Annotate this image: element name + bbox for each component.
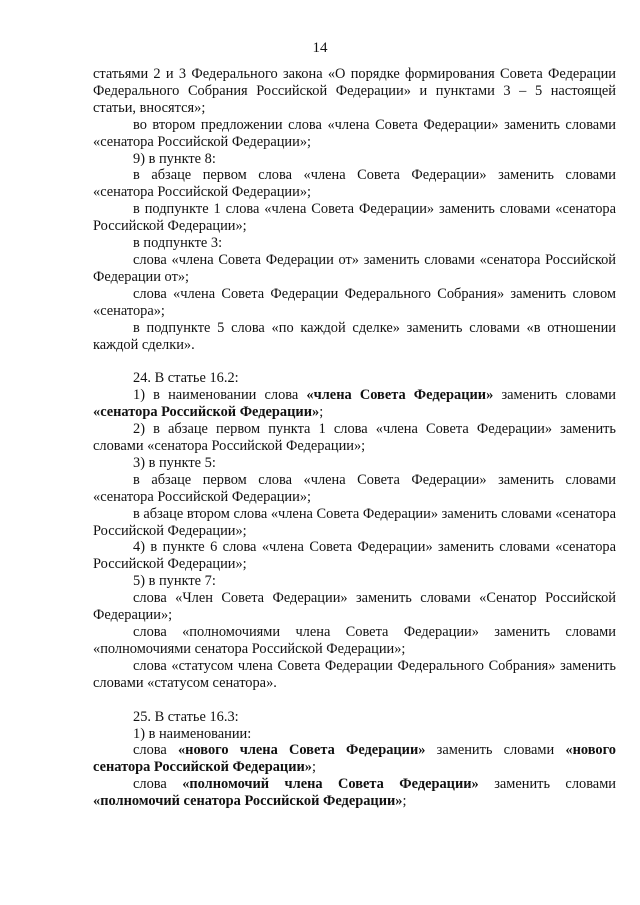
document-body	[93, 66, 616, 810]
paragraph: в абзаце втором слова «члена Совета Федерации» заменить словами «сенатора Российской Федерации»;	[93, 505, 616, 539]
bold-run: «нового члена Совета Федерации»	[177, 742, 426, 759]
bold-run: «сенатора Российской Федерации»	[93, 404, 320, 421]
bold-run: «полномочий сенатора Российской Федерации»	[93, 793, 403, 810]
text-run: ;	[312, 759, 316, 776]
paragraph: в подпункте 1 слова «члена Совета Федерации» заменить словами «сенатора Российской Федерации»;	[93, 201, 616, 235]
paragraph: 3) в пункте 5:	[133, 454, 216, 471]
section-heading: 25. В статье 16.3:	[133, 708, 239, 725]
text-run: слова	[133, 742, 178, 759]
text-run: заменить словами	[493, 387, 616, 404]
bold-run: «нового сенатора Российской Федерации»	[93, 742, 616, 776]
paragraph	[93, 776, 616, 810]
section-heading: 24. В статье 16.2:	[133, 370, 239, 387]
paragraph: в абзаце первом слова «члена Совета Федерации» заменить словами «сенатора Российской Федерации»;	[93, 471, 616, 505]
bold-run: «члена Совета Федерации»	[306, 387, 494, 404]
paragraph	[93, 742, 616, 776]
paragraph: слова «Член Совета Федерации» заменить словами «Сенатор Российской Федерации»;	[93, 590, 616, 624]
text-run: слова	[133, 776, 183, 793]
paragraph: во втором предложении слова «члена Совета Федерации» заменить словами «сенатора Российской Федерации»;	[93, 116, 616, 150]
paragraph: в подпункте 5 слова «по каждой сделке» заменить словами «в отношении каждой сделки».	[93, 319, 616, 353]
text-run: заменить словами	[425, 742, 566, 759]
text-run: ;	[402, 793, 407, 810]
paragraph: слова «полномочиями члена Совета Федерации» заменить словами «полномочиями сенатора Российской Федерации»;	[93, 624, 616, 657]
paragraph: слова «члена Совета Федерации от» заменить словами «сенатора Российской Федерации от»;	[93, 251, 616, 285]
text-run: заменить словами	[478, 776, 616, 793]
bold-run: «полномочий члена Совета Федерации»	[182, 776, 479, 793]
paragraph: 5) в пункте 7:	[133, 573, 216, 590]
paragraph: 2) в абзаце первом пункта 1 слова «члена Совета Федерации» заменить словами «сенатора Российской Федерации»;	[93, 421, 616, 455]
paragraph: статьями 2 и 3 Федерального закона «О порядке формирования Совета Федерации Федерального Собрания Российской Федерации» и пунктами 3 – 5 настоящей статьи, вносятся»;	[93, 66, 616, 116]
paragraph: слова «статусом члена Совета Федерации Федерального Собрания» заменить словами «статусом сенатора».	[93, 657, 616, 691]
paragraph: слова «члена Совета Федерации Федерального Собрания» заменить словом «сенатора»;	[93, 285, 616, 319]
text-run: 1) в наименовании слова	[133, 387, 307, 404]
paragraph: 1) в наименовании:	[133, 725, 252, 742]
paragraph: в подпункте 3:	[133, 235, 223, 252]
paragraph: в абзаце первом слова «члена Совета Федерации» заменить словами «сенатора Российской Федерации»;	[93, 167, 616, 201]
paragraph: 4) в пункте 6 слова «члена Совета Федерации» заменить словами «сенатора Российской Федерации»;	[93, 539, 616, 573]
page-number: 14	[312, 40, 328, 56]
paragraph: 9) в пункте 8:	[133, 150, 216, 167]
paragraph	[93, 387, 616, 421]
text-run: ;	[319, 404, 324, 421]
